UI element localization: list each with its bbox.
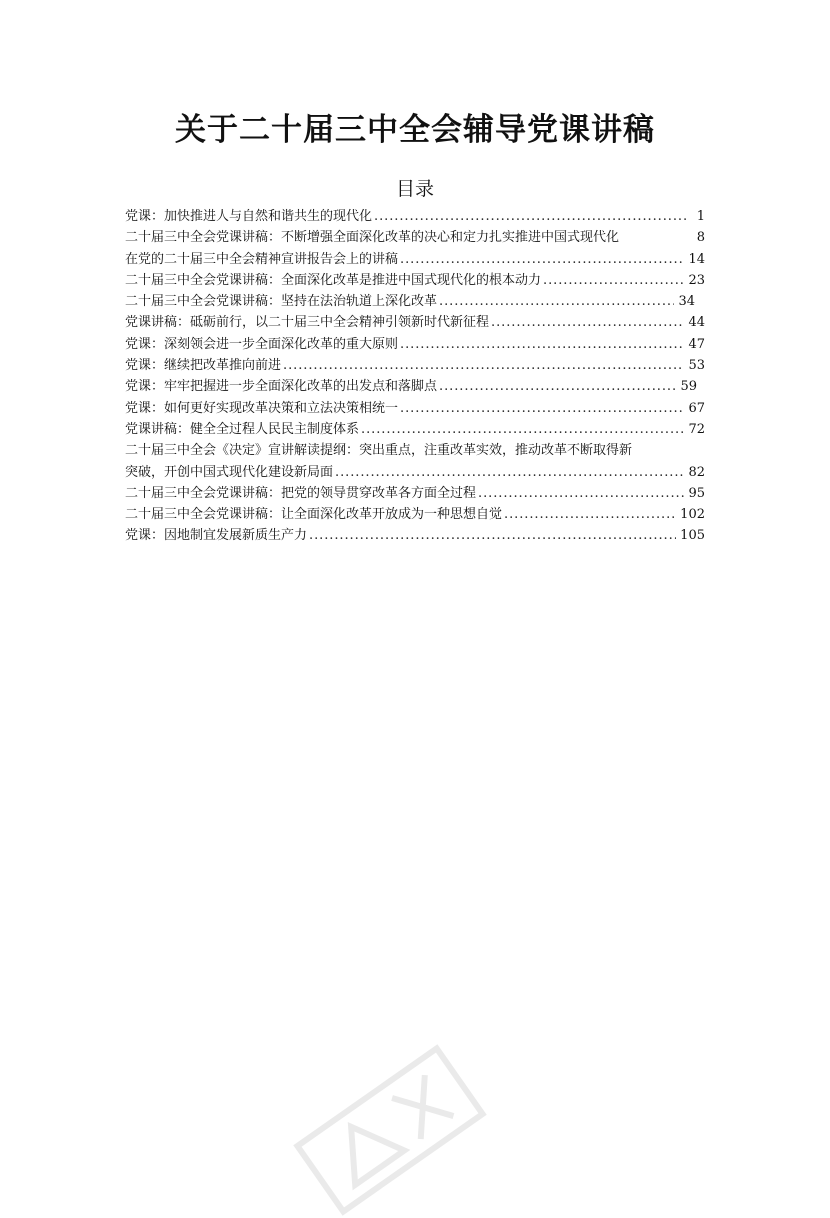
toc-page-number: 82 <box>688 464 705 480</box>
toc-entry[interactable] <box>125 227 705 248</box>
toc-leader-dots <box>361 419 684 440</box>
toc-entry[interactable] <box>125 483 705 504</box>
toc-entry-title: 党课：如何更好实现改革决策和立法决策相统一 <box>125 400 399 416</box>
toc-page-number: 59 <box>680 379 697 395</box>
toc-leader-dots <box>335 462 684 483</box>
toc-leader-dots <box>491 312 684 333</box>
watermark-graphic <box>290 1042 489 1218</box>
toc-leader-dots <box>400 249 684 270</box>
toc-entry-line <box>125 462 705 483</box>
toc-entry[interactable] <box>125 398 705 419</box>
toc-entry[interactable] <box>125 525 705 546</box>
toc-entry-title: 二十届三中全会党课讲稿：把党的领导贯穿改革各方面全过程 <box>125 485 477 501</box>
toc-leader-dots <box>439 291 674 312</box>
toc-page-number: 47 <box>688 336 705 352</box>
toc-entry-title: 二十届三中全会党课讲稿：不断增强全面深化改革的决心和定力扎实推进中国式现代化 <box>125 230 620 246</box>
toc-entry[interactable] <box>125 334 705 355</box>
toc-heading: 目录 <box>395 178 434 200</box>
toc-leader-dots <box>400 398 684 419</box>
toc-entry[interactable] <box>125 355 705 376</box>
toc-entry[interactable] <box>125 419 705 440</box>
toc-leader-dots <box>543 270 684 291</box>
toc-entry-title: 党课：加快推进人与自然和谐共生的现代化 <box>125 209 373 224</box>
toc-entry-title: 党课讲稿：砥砺前行，以二十届三中全会精神引领新时代新征程 <box>125 315 490 331</box>
toc-page-number: 105 <box>680 528 705 544</box>
toc-entry-title: 党课：深刻领会进一步全面深化改革的重大原则 <box>125 336 399 352</box>
document-title: 关于二十届三中全会辅导党课讲稿 <box>175 112 655 148</box>
toc-entry[interactable] <box>125 249 705 270</box>
toc-leader-dots <box>504 504 676 525</box>
toc-entry[interactable] <box>125 270 705 291</box>
toc-page-number: 1 <box>696 209 705 224</box>
toc-leader-dots <box>309 525 676 546</box>
table-of-contents <box>125 206 705 547</box>
toc-entry-title: 在党的二十届三中全会精神宣讲报告会上的讲稿 <box>125 251 399 267</box>
toc-entry[interactable] <box>125 206 705 227</box>
toc-entry-title: 二十届三中全会党课讲稿：让全面深化改革开放成为一种思想自觉 <box>125 507 503 523</box>
toc-entry[interactable] <box>125 291 695 312</box>
toc-entry-title: 二十届三中全会党课讲稿：全面深化改革是推进中国式现代化的根本动力 <box>125 272 542 288</box>
toc-page-number: 23 <box>688 272 705 288</box>
toc-entry-multiline[interactable] <box>125 440 705 483</box>
toc-leader-dots <box>478 483 684 504</box>
toc-entry-line <box>125 440 705 461</box>
toc-entry-title: 党课：继续把改革推向前进 <box>125 358 282 374</box>
toc-page-number: 44 <box>688 315 705 331</box>
toc-page-number: 53 <box>688 358 705 374</box>
toc-page-number: 102 <box>680 507 705 523</box>
toc-leader-dots <box>400 334 684 355</box>
toc-entry[interactable] <box>125 376 697 397</box>
toc-entry-title: 党课：牢牢把握进一步全面深化改革的出发点和落脚点 <box>125 379 438 395</box>
toc-entry-title-line1: 二十届三中全会《决定》宣讲解读提纲：突出重点，注重改革实效，推动改革不断取得新 <box>125 443 633 459</box>
toc-entry-title: 党课讲稿：健全全过程人民民主制度体系 <box>125 421 360 437</box>
toc-page-number: 14 <box>688 251 705 267</box>
toc-entry-title: 二十届三中全会党课讲稿：坚持在法治轨道上深化改革 <box>125 294 438 310</box>
toc-entry-title: 党课：因地制宜发展新质生产力 <box>125 528 308 544</box>
toc-page-number: 8 <box>696 230 705 246</box>
toc-leader-dots <box>283 355 684 376</box>
toc-page-number: 95 <box>688 485 705 501</box>
toc-page-number: 72 <box>688 421 705 437</box>
toc-page-number: 34 <box>678 294 695 310</box>
toc-leader-dots <box>374 206 687 227</box>
toc-page-number: 67 <box>688 400 705 416</box>
toc-leader-dots <box>439 376 676 397</box>
toc-entry[interactable] <box>125 312 705 333</box>
toc-entry-title: 突破，开创中国式现代化建设新局面 <box>125 464 334 480</box>
toc-entry[interactable] <box>125 504 705 525</box>
